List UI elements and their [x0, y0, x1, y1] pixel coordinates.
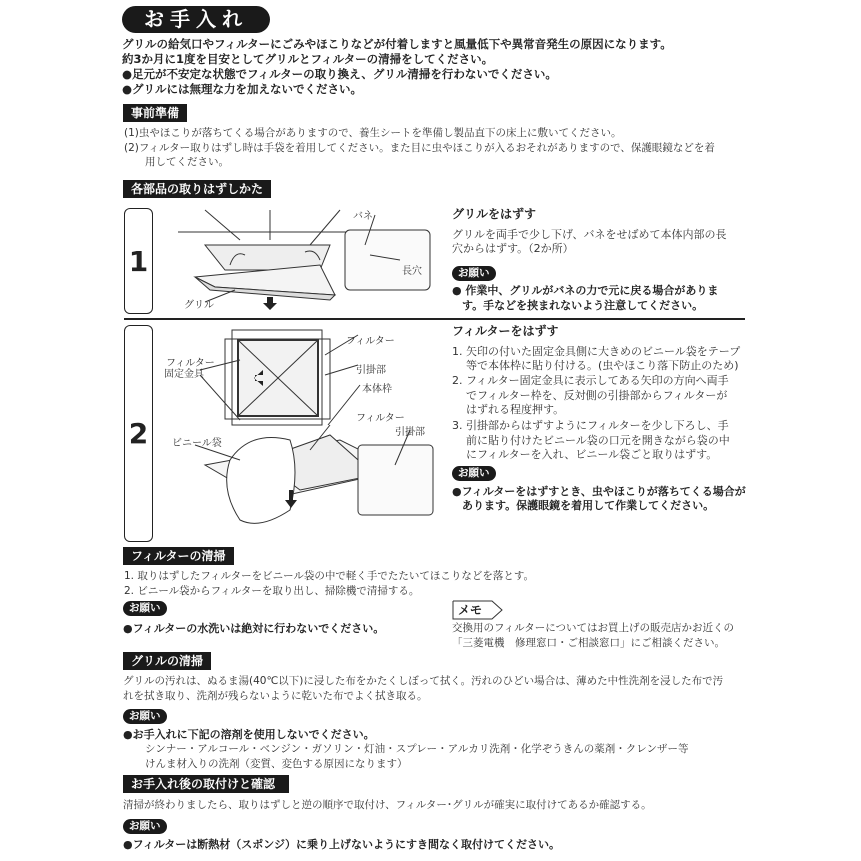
figure-label-filter: フィルター	[346, 336, 395, 347]
figure-label-bag: ビニール袋	[172, 438, 222, 449]
grille-cleaning-caution: ●お手入れに下記の溶剤を使用しないでください。	[123, 728, 375, 741]
section-heading-removal: 各部品の取りはずしかた	[123, 180, 271, 198]
step-2-body: 等で本体枠に貼り付ける。(虫やほこり落下防止のため)	[466, 359, 739, 372]
figure-label-bracket: フィルター	[166, 358, 215, 369]
memo-line: 交換用のフィルターについてはお買上げの販売店かお近くの	[452, 622, 735, 634]
memo-label-box	[452, 600, 502, 618]
preparation-line: 用してください。	[145, 156, 229, 168]
step-2-body: 前に貼り付けたビニール袋の口元を開きながら袋の中	[466, 434, 730, 447]
step-1-body: 穴からはずす。（2か所）	[452, 242, 574, 255]
filter-cleaning-line: 1. 取りはずしたフィルターをビニール袋の中で軽く手でたたいてほこりなどを落とす。	[124, 570, 535, 582]
step-divider	[124, 318, 745, 320]
reinstall-caution: ●フィルターは断熱材（スポンジ）に乗り上げないようにすき間なく取付けてください。	[123, 838, 561, 851]
preparation-line: (2)フィルター取りはずし時は手袋を着用してください。また目に虫やほこりが入るおそれがありますので、保護眼鏡などを着	[124, 142, 715, 154]
figure-label-slot: 長穴	[402, 266, 422, 277]
step-2-body: でフィルター枠を、反対側の引掛部からフィルターが	[466, 389, 728, 402]
grille-cleaning-caution-detail: けんま材入りの洗剤（変質、変色する原因になります）	[145, 758, 408, 770]
filter-cleaning-caution: ●フィルターの水洗いは絶対に行わないでください。	[123, 622, 385, 635]
step-2-caution: あります。保護眼鏡を着用して作業してください。	[462, 499, 715, 512]
step-2-body: 3. 引掛部からはずすようにフィルターを少し下ろし、手	[452, 419, 729, 432]
step-2-body: 2. フィルター固定金具に表示してある矢印の方向へ両手	[452, 374, 729, 387]
grille-cleaning-line: グリルの汚れは、ぬるま湯(40℃以下)に浸した布をかたくしぼって拭く。汚れのひどい場合は、薄めた中性洗剤を浸した布で汚	[123, 675, 724, 687]
page-title: お手入れ	[122, 6, 270, 33]
step-2-caution: ●フィルターをはずすとき、虫やほこりが落ちてくる場合が	[452, 485, 746, 498]
grille-cleaning-caution-detail: シンナー・アルコール・ベンジン・ガソリン・灯油・スプレー・アルカリ洗剤・化学ぞうきんの薬剤・クレンザー等	[145, 743, 689, 755]
reinstall-line: 清掃が終わりましたら、取りはずしと逆の順序で取付け、フィルター･グリルが確実に取付けてあるか確認する。	[123, 799, 652, 811]
figure-label-hook: 引掛部	[395, 427, 425, 438]
figure-label-spring: バネ	[353, 211, 373, 222]
section-heading-grille-cleaning: グリルの清掃	[123, 652, 211, 670]
step-1-title: グリルをはずす	[452, 207, 537, 221]
step-number-1: 1	[124, 208, 153, 314]
intro-bullet: ●足元が不安定な状態でフィルターの取り換え、グリル清掃を行わないでください。	[122, 67, 557, 81]
intro-line: グリルの給気口やフィルターにごみやほこりなどが付着しますと風量低下や異常音発生の原因になります。	[122, 37, 672, 51]
section-heading-reinstall: お手入れ後の取付けと確認	[123, 775, 289, 793]
figure-label-grille: グリル	[184, 300, 214, 311]
memo-line: 「三菱電機 修理窓口・ご相談窓口」にご相談ください。	[452, 637, 725, 649]
caution-badge: お願い	[452, 266, 496, 281]
step-2-body: にフィルターを入れ、ビニール袋ごと取りはずす。	[466, 448, 718, 461]
step-2-body: はずれる程度押す。	[466, 403, 565, 416]
memo-label: メモ	[458, 603, 483, 617]
figure-label-bracket: 固定金具	[164, 369, 204, 380]
step-2-body: 1. 矢印の付いた固定金具側に大きめのビニール袋をテープ	[452, 345, 741, 358]
step-2-title: フィルターをはずす	[452, 324, 559, 338]
step-number-2: 2	[124, 325, 153, 542]
step-1-caution: ● 作業中、グリルがバネの力で元に戻る場合がありま	[452, 284, 719, 297]
caution-badge: お願い	[123, 819, 167, 834]
figure-label-hook: 引掛部	[356, 365, 386, 376]
grille-cleaning-line: れを拭き取り、洗剤が残らないように乾いた布でよく拭き取る。	[123, 690, 428, 702]
filter-cleaning-line: 2. ビニール袋からフィルターを取り出し、掃除機で清掃する。	[124, 585, 420, 597]
figure-label-frame: 本体枠	[362, 384, 392, 395]
step-1-body: グリルを両手で少し下げ、バネをせばめて本体内部の長	[452, 228, 727, 241]
preparation-line: (1)虫やほこりが落ちてくる場合がありますので、養生シートを準備し製品直下の床上に敷いてください。	[124, 127, 622, 139]
intro-line: 約3か月に1度を目安としてグリルとフィルターの清掃をしてください。	[122, 52, 494, 66]
caution-badge: お願い	[123, 601, 167, 616]
section-heading-filter-cleaning: フィルターの清掃	[123, 547, 234, 565]
intro-bullet: ●グリルには無理な力を加えないでください。	[122, 82, 363, 96]
figure-label-filter: フィルター	[356, 413, 405, 424]
caution-badge: お願い	[452, 466, 496, 481]
caution-badge: お願い	[123, 709, 167, 724]
section-heading-preparation: 事前準備	[123, 104, 187, 122]
step-1-caution: す。手などを挟まれないよう注意してください。	[462, 299, 704, 312]
